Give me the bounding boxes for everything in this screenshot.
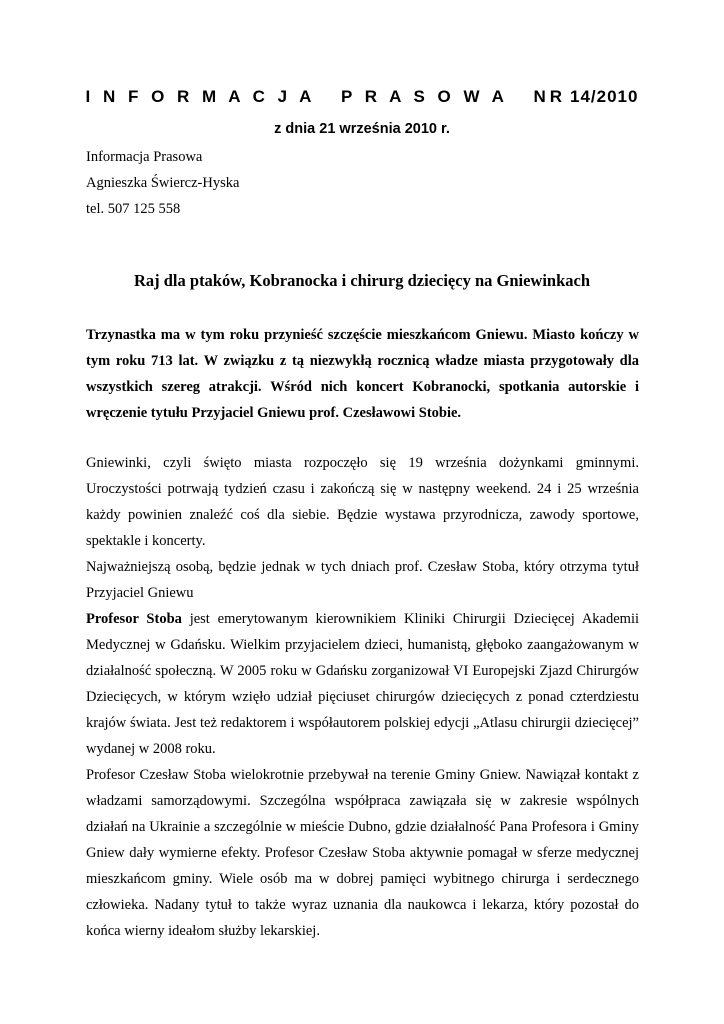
title-text: I N F O R M A C J A P R A S O W A NR [85,87,567,106]
contact-line-type: Informacja Prasowa [86,149,203,165]
lead-paragraph: Trzynastka ma w tym roku przynieść szczęście mieszkańcom Gniewu. Miasto kończy w tym roku 713 lat. W związku z tą niezwykłą rocznicą władze miasta przygotowały dla wszystkich szereg atrakcji. Wśród nich koncert Kobranocki, spotkania autorskie i wręczenie tytułu Przyjaciel Gniewu prof. Czesławowi Stobie. [86,327,639,421]
release-date: z dnia 21 września 2010 r. [274,121,450,137]
paragraph-honoree: Najważniejszą osobą, będzie jednak w tych dniach prof. Czesław Stoba, który otrzyma tytuł Przyjaciel Gniewu [86,559,639,601]
paragraph-gniewinki: Gniewinki, czyli święto miasta rozpoczęło się 19 września dożynkami gminnymi. Uroczystości potrwają tydzień czasu i zakończą się w następny weekend. 24 i 25 września każdy powinien znaleźć coś dla siebie. Będzie wystawa przyrodnicza, zawody sportowe, spektakle i koncerty. [86,455,639,549]
paragraph-professor-bio [86,606,639,762]
contact-block [86,144,239,222]
professor-name-bold: Profesor Stoba [86,611,182,627]
press-release-title [0,86,724,108]
contact-line-phone: tel. 507 125 558 [86,201,181,217]
contact-line-author: Agnieszka Świercz-Hyska [86,175,240,191]
release-number: 14/2010 [570,87,639,106]
professor-bio-text: jest emerytowanym kierownikiem Kliniki Chirurgii Dziecięcej Akademii Medycznej w Gdańsku. Wielkim przyjacielem dzieci, humanistą, głęboko zaangażowanym w działalność społeczną. W 2005 roku w Gdańsku zorganizował VI Europejski Zjazd Chirurgów Dziecięcych, w którym wzięło udział pięciuset chirurgów dziecięcych z ponad czterdziestu krajów świata. Jest też redaktorem i współautorem polskiej edycji „Atlasu chirurgii dziecięcej” wydanej w 2008 roku. [86,611,639,757]
article-headline: Raj dla ptaków, Kobranocka i chirurg dziecięcy na Gniewinkach [133,271,591,290]
paragraph-cooperation: Profesor Czesław Stoba wielokrotnie przebywał na terenie Gminy Gniew. Nawiązał kontakt z władzami samorządowymi. Szczególna współpraca zawiązała się w zakresie wspólnych działań na Ukrainie a szczególnie w mieście Dubno, gdzie działalność Pana Profesora i Gminy Gniew dały wymierne efekty. Profesor Czesław Stoba aktywnie pomagał w sferze medycznej mieszkańcom gminy. Wiele osób ma w dobrej pamięci wybitnego chirurga i serdecznego człowieka. Nadany tytuł to także wyraz uznania dla naukowca i lekarza, który pozostał do końca wierny ideałom służby lekarskiej. [86,767,639,939]
article-body [86,322,639,944]
